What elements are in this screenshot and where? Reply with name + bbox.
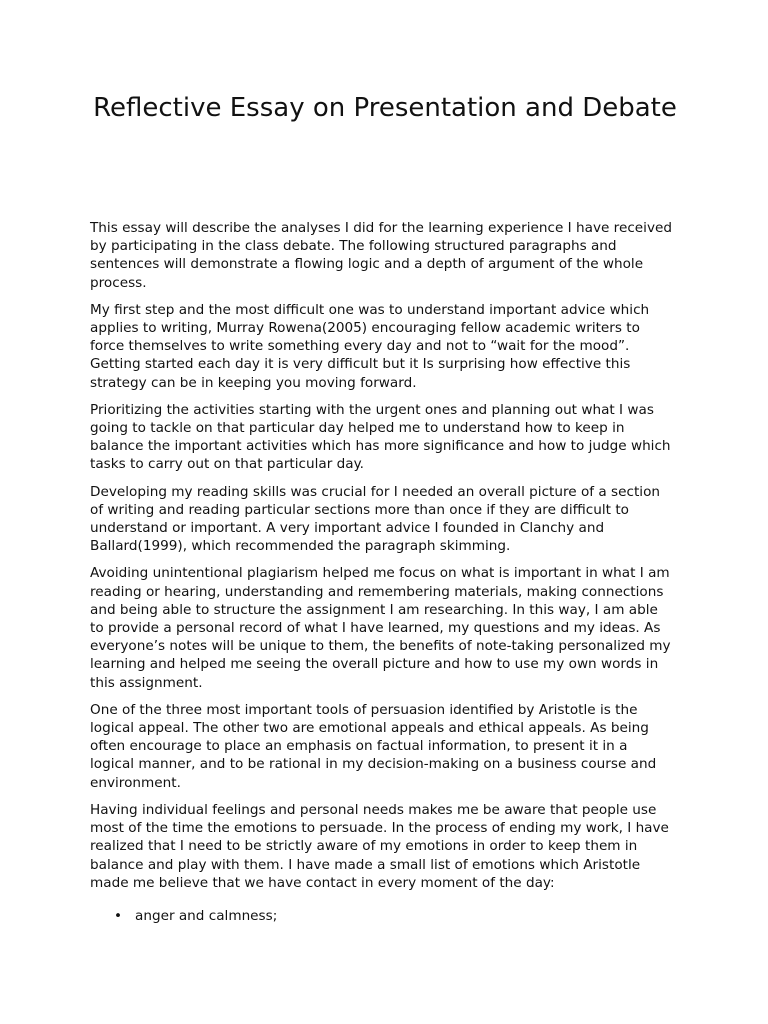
emotions-list <box>90 907 672 925</box>
paragraph-persuasion: One of the three most important tools of persuasion identified by Aristotle is the logical appeal. The other two are emotional appeals and ethical appeals. As being often encourage to place an emphasis on factual information, to present it in a logical manner, and to be rational in my decision-making on a business course and environment. <box>90 701 657 791</box>
list-item-text: anger and calmness; <box>135 907 278 924</box>
bullet-icon: • <box>114 907 123 924</box>
list-item <box>90 907 672 925</box>
paragraph-writing-advice: My first step and the most difficult one was to understand important advice which applies to writing, Murray Rowena(2005) encouraging fellow academic writers to force themselves to write something every day and not to “wait for the mood”. Getting started each day it is very difficult but it Is surprising how effective this strategy can be in keeping you moving forward. <box>90 301 650 391</box>
paragraph-emotions: Having individual feelings and personal needs makes me be aware that people use most of the time the emotions to persuade. In the process of ending my work, I have realized that I need to be strictly aware of my emotions in order to keep them in balance and play with them. I have made a small list of emotions which Aristotle made me believe that we have contact in every moment of the day: <box>90 801 669 891</box>
paragraph-plagiarism: Avoiding unintentional plagiarism helped me focus on what is important in what I am reading or hearing, understanding and remembering materials, making connections and being able to structure the assignment I am researching. In this way, I am able to provide a personal record of what I have learned, my questions and my ideas. As everyone’s notes will be unique to them, the benefits of note-taking personalized my learning and helped me seeing the overall picture and how to use my own words in this assignment. <box>90 565 671 691</box>
paragraph-intro: This essay will describe the analyses I did for the learning experience I have received by participating in the class debate. The following structured paragraphs and sentences will demonstrate a flowing logic and a depth of argument of the whole process. <box>90 220 672 291</box>
document-body <box>90 219 672 925</box>
paragraph-prioritizing: Prioritizing the activities starting with the urgent ones and planning out what I was going to tackle on that particular day helped me to understand how to keep in balance the important activities which has more significance and how to judge which tasks to carry out on that particular day. <box>90 401 671 473</box>
document-title: Reflective Essay on Presentation and Debate <box>93 93 677 123</box>
paragraph-reading-skills: Developing my reading skills was crucial for I needed an overall picture of a section of writing and reading particular sections more than once if they are difficult to understand or important. A very important advice I founded in Clanchy and Ballard(1999), which recommended the paragraph skimming. <box>90 483 661 555</box>
